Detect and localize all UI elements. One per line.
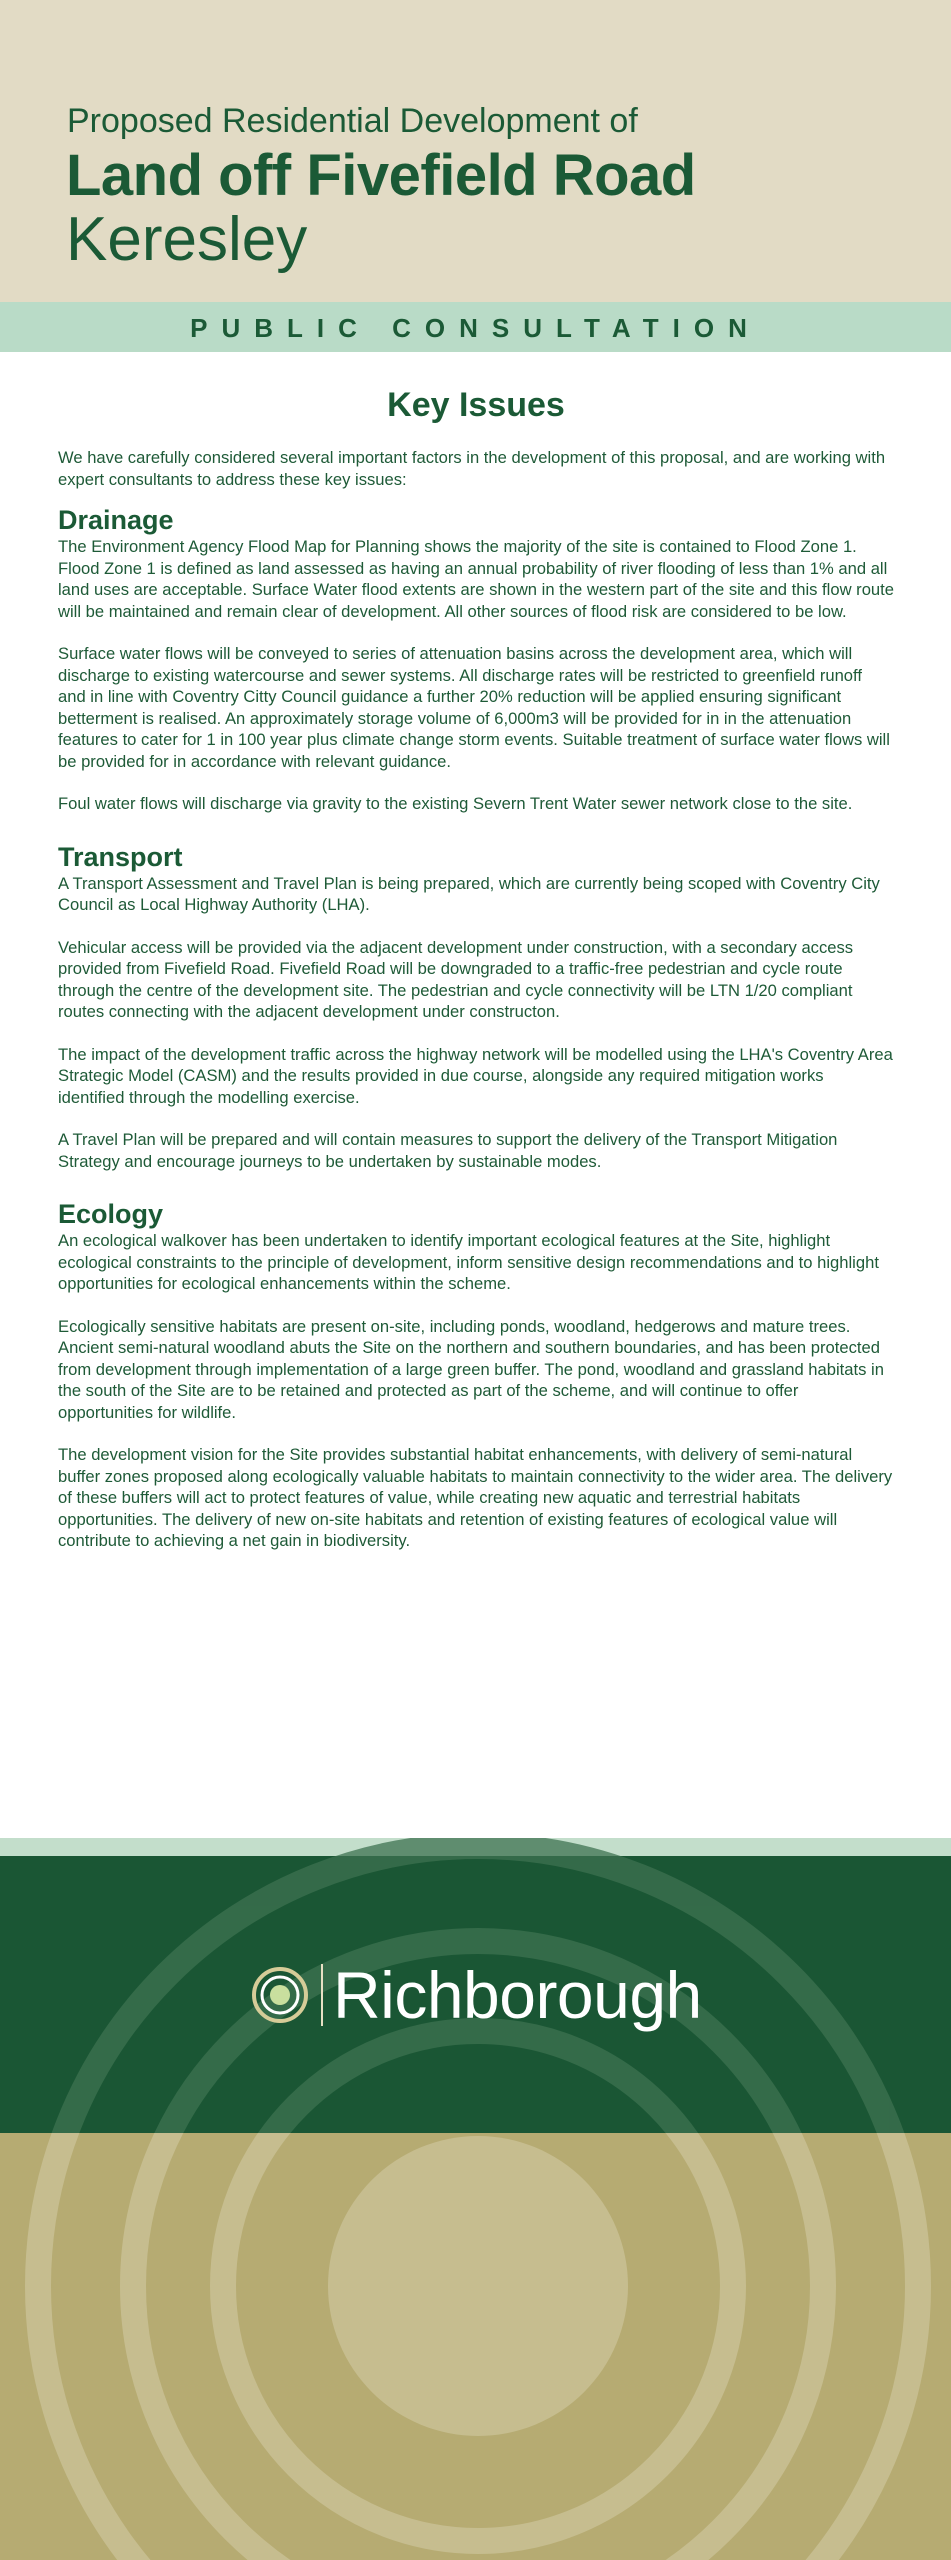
concentric-circles-icon — [251, 1966, 309, 2024]
section-paragraph: The Environment Agency Flood Map for Planning shows the majority of the site is contained to Flood Zone 1. Flood Zone 1 is defined as land assessed as having an annual probability of river flooding of less than 1% and all land uses are acceptable. Surface Water flood extents are shown in the western part of the site and this flow route will be maintained and remain clear of development. All other sources of flood risk are considered to be low. — [58, 537, 894, 621]
section-title: Drainage — [58, 505, 174, 535]
section-paragraph: An ecological walkover has been undertaken to identify important ecological features at the Site, highlight ecological constraints to the principle of development, inform sensitive design recommendations and to highlight opportunities for ecological enhancements within the scheme. — [58, 1231, 879, 1293]
consultation-banner — [0, 302, 951, 352]
key-issues-heading: Key Issues — [387, 386, 565, 424]
section-paragraph: Vehicular access will be provided via the adjacent development under construction, with a secondary access provided from Fivefield Road. Fivefield Road will be downgraded to a traffic-free pedestrian and cycle route through the centre of the development site. The pedestrian and cycle connectivity will be LTN 1/20 compliant routes connecting with the adjacent development under constructon. — [58, 937, 854, 1021]
page-title: Land off Fivefield Road — [66, 143, 696, 208]
intro-text: We have carefully considered several important factors in the development of this proposal, and are working with expert consultants to address these key issues: — [58, 448, 886, 489]
header-pre-title: Proposed Residential Development of — [67, 102, 638, 140]
footer-background — [0, 1838, 951, 2560]
section-paragraph: The development vision for the Site provides substantial habitat enhancements, with delivery of semi-natural buffer zones proposed along ecologically valuable habitats to maintain connectivity to the wider area. The delivery of these buffers will act to protect features of value, while creating new aquatic and terrestrial habitats opportunities. The delivery of new on-site habitats and retention of existing features of ecological value will contribute to achieving a net gain in biodiversity. — [58, 1445, 893, 1550]
header — [0, 0, 951, 302]
section-paragraph: A Transport Assessment and Travel Plan is being prepared, which are currently being scoped with Coventry City Council as Local Highway Authority (LHA). — [58, 873, 880, 914]
section-paragraph: A Travel Plan will be prepared and will contain measures to support the delivery of the Transport Mitigation Strategy and encourage journeys to be undertaken by sustainable modes. — [58, 1130, 838, 1171]
main-content — [58, 383, 894, 1573]
place-name: Keresley — [66, 205, 308, 274]
richborough-logo — [251, 1957, 702, 2033]
section-title: Ecology — [58, 1199, 164, 1229]
consultation-label: PUBLIC CONSULTATION — [190, 313, 761, 343]
section-paragraph: Foul water flows will discharge via gravity to the existing Severn Trent Water sewer network close to the site. — [58, 794, 853, 813]
logo-separator — [321, 1964, 323, 2026]
ecology-section — [58, 1198, 894, 1552]
section-paragraph: Surface water flows will be conveyed to series of attenuation basins across the development area, which will discharge to existing watercourse and sewer systems. All discharge rates will be restricted to greenfield runoff and in line with Coventry Citty Council guidance a further 20% reduction will be applied ensuring significant betterment is realised. An approximately storage volume of 6,000m3 will be provided for in in the attenuation features to cater for 1 in 100 year plus climate change storm events. Suitable treatment of surface water flows will be provided for in accordance with relevant guidance. — [58, 644, 890, 771]
transport-section — [58, 841, 894, 1173]
section-paragraph: Ecologically sensitive habitats are present on-site, including ponds, woodland, hedgerows and mature trees. Ancient semi-natural woodland abuts the Site on the northern and southern boundaries, and has been protected from development through implementation of a large green buffer. The pond, woodland and grassland habitats in the south of the Site are to be retained and protected as part of the scheme, and will continue to offer opportunities for wildlife. — [58, 1316, 884, 1422]
brand-name: Richborough — [333, 1958, 702, 2032]
section-paragraph: The impact of the development traffic across the highway network will be modelled using the LHA's Coventry Area Strategic Model (CASM) and the results provided in due course, alongside any required mitigation works identified through the modelling exercise. — [58, 1044, 893, 1107]
section-title: Transport — [58, 841, 183, 872]
footer — [0, 1838, 951, 2560]
drainage-section — [58, 504, 894, 815]
